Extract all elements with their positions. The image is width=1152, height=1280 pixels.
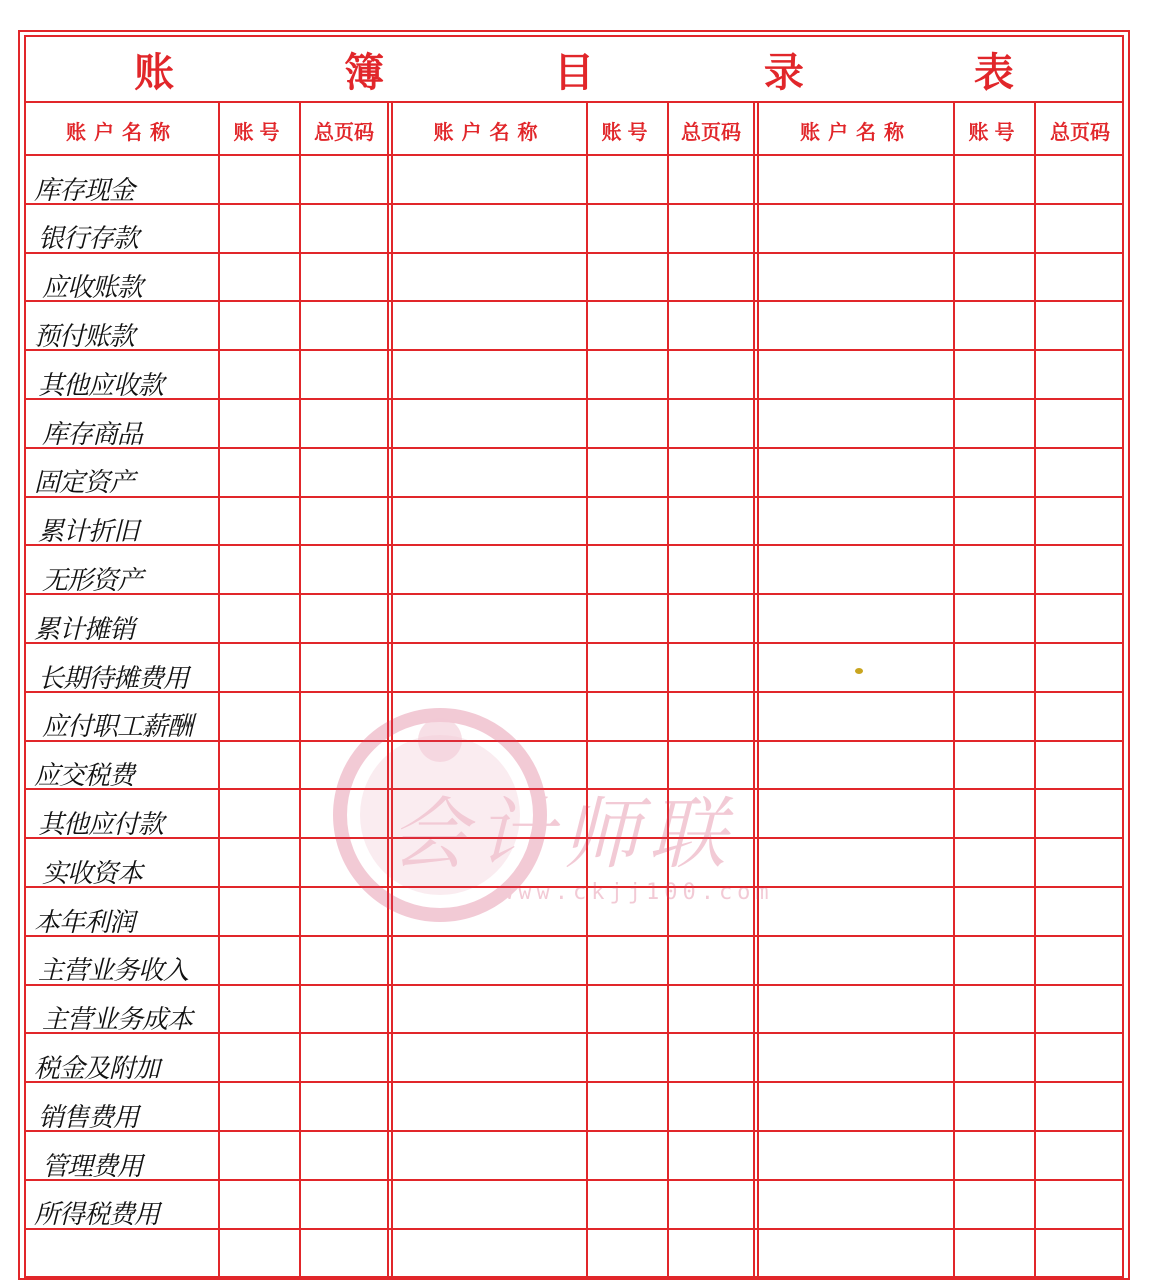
row-rule <box>24 788 1124 790</box>
account-name-entry: 所得税费用 <box>34 1200 160 1231</box>
watermark-url: www.ckjj100.com <box>500 880 774 905</box>
row-rule <box>24 837 1124 839</box>
row-rule <box>24 642 1124 644</box>
account-name-entry: 主营业务收入 <box>38 956 189 987</box>
row-rule <box>24 1130 1124 1132</box>
row-rule <box>24 1179 1124 1181</box>
row-rule <box>24 691 1124 693</box>
page-title: 账 簿 目 录 表 <box>134 48 1092 96</box>
column-rule <box>667 103 669 1276</box>
row-rule <box>24 984 1124 986</box>
account-name-entry: 无形资产 <box>42 565 143 596</box>
row-rule <box>24 398 1124 400</box>
header-account-name-2: 账户名称 <box>433 119 546 144</box>
account-name-entry: 长期待摊费用 <box>38 663 189 694</box>
watermark-text: 会计师联 <box>390 790 735 880</box>
column-rule <box>1034 103 1036 1276</box>
account-name-entry: 本年利润 <box>34 907 135 938</box>
row-rule <box>24 1081 1124 1083</box>
account-name-entry: 库存商品 <box>42 419 143 450</box>
title-divider <box>24 101 1124 103</box>
header-divider <box>24 154 1124 156</box>
column-rule <box>586 103 588 1276</box>
header-total-pages-1: 总页码 <box>314 119 374 144</box>
account-name-entry: 累计折旧 <box>38 517 139 548</box>
header-account-no-3: 账号 <box>968 119 1021 144</box>
account-name-entry: 预付账款 <box>34 321 135 352</box>
row-rule <box>24 1276 1124 1278</box>
row-rule <box>24 203 1124 205</box>
row-rule <box>24 349 1124 351</box>
header-account-no-1: 账号 <box>233 119 286 144</box>
column-rule <box>953 103 955 1276</box>
row-rule <box>24 496 1124 498</box>
header-account-name-1: 账户名称 <box>66 119 178 144</box>
header-account-name-3: 账户名称 <box>800 119 912 144</box>
account-name-entry: 固定资产 <box>34 468 135 499</box>
row-rule <box>24 544 1124 546</box>
account-name-entry: 累计摊销 <box>34 614 135 645</box>
account-name-entry: 其他应收款 <box>38 370 164 401</box>
account-name-entry: 管理费用 <box>42 1151 143 1182</box>
header-total-pages-3: 总页码 <box>1050 119 1110 144</box>
account-name-entry: 银行存款 <box>38 224 139 255</box>
group-divider <box>753 103 759 1276</box>
row-rule <box>24 886 1124 888</box>
row-rule <box>24 300 1124 302</box>
ink-spot <box>855 668 863 674</box>
header-total-pages-2: 总页码 <box>681 119 741 144</box>
group-divider <box>387 103 393 1276</box>
account-name-entry: 销售费用 <box>38 1102 139 1133</box>
account-name-entry: 应付职工薪酬 <box>42 712 193 743</box>
account-name-entry: 应收账款 <box>42 273 143 304</box>
account-name-entry: 库存现金 <box>34 175 135 206</box>
header-account-no-2: 账号 <box>601 119 654 144</box>
account-name-entry: 其他应付款 <box>38 809 164 840</box>
column-rule <box>218 103 220 1276</box>
account-name-entry: 应交税费 <box>34 761 135 792</box>
account-name-entry: 税金及附加 <box>34 1053 160 1084</box>
row-rule <box>24 593 1124 595</box>
account-name-entry: 主营业务成本 <box>42 1005 193 1036</box>
account-name-entry: 实收资本 <box>42 858 143 889</box>
column-rule <box>299 103 301 1276</box>
row-rule <box>24 935 1124 937</box>
row-rule <box>24 447 1124 449</box>
row-rule <box>24 252 1124 254</box>
row-rule <box>24 1228 1124 1230</box>
table-border <box>24 35 1124 1280</box>
